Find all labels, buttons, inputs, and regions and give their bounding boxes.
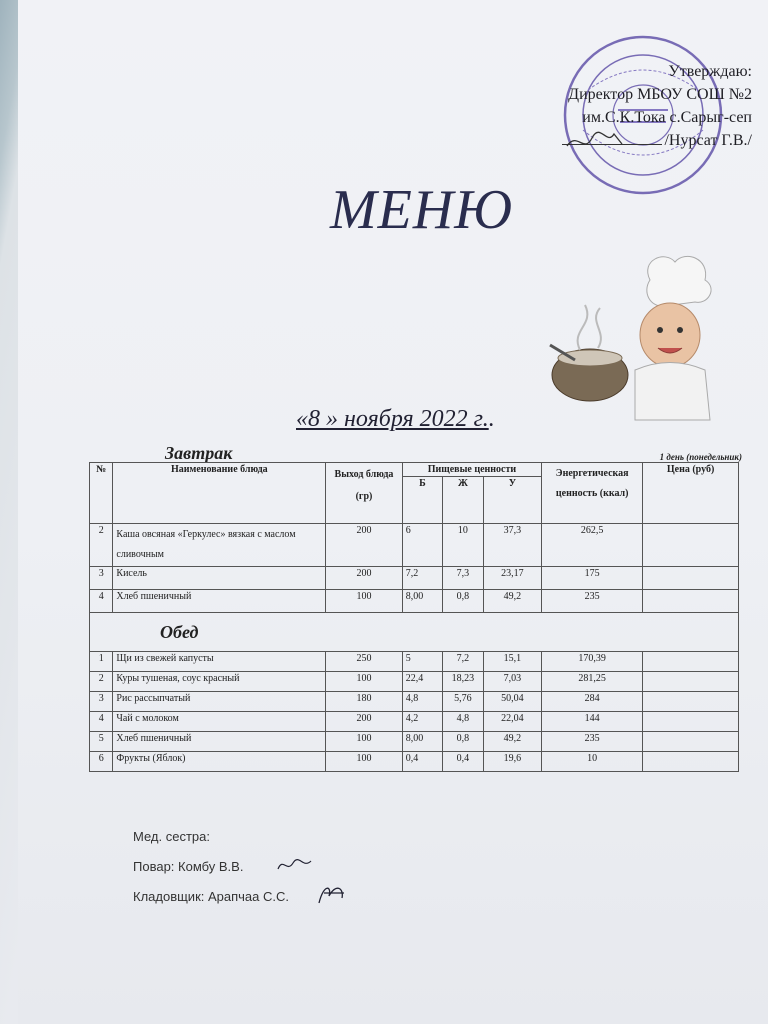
- cell-yield: 100: [326, 732, 403, 752]
- cell-yield: 200: [326, 524, 403, 567]
- cell-name: Фрукты (Яблок): [113, 752, 326, 772]
- cell-name: Хлеб пшеничный: [113, 590, 326, 613]
- cell-u: 19,6: [483, 752, 542, 772]
- cell-price: [643, 692, 739, 712]
- date-day: «8 »: [296, 406, 338, 432]
- cell-name: Хлеб пшеничный: [113, 732, 326, 752]
- cell-yield: 200: [326, 712, 403, 732]
- header-b: Б: [402, 477, 442, 524]
- cell-zh: 18,23: [443, 672, 483, 692]
- cell-zh: 7,2: [443, 652, 483, 672]
- approval-director: Директор МБОУ СОШ №2: [568, 86, 752, 103]
- menu-date: «8 » ноября 2022 г..: [296, 406, 495, 432]
- cell-price: [643, 732, 739, 752]
- cell-u: 37,3: [483, 524, 542, 567]
- cell-yield: 100: [326, 752, 403, 772]
- cell-yield: 200: [326, 567, 403, 590]
- page-title: МЕНЮ: [330, 179, 514, 241]
- header-nutrition: Пищевые ценности: [402, 463, 541, 477]
- lunch-header-row: [90, 613, 739, 652]
- cell-b: 4,2: [402, 712, 442, 732]
- cell-kcal: 262,5: [542, 524, 643, 567]
- cook-label: Повар: Комбу В.В.: [133, 859, 244, 874]
- cell-u: 15,1: [483, 652, 542, 672]
- cell-num: 2: [90, 672, 113, 692]
- cell-kcal: 235: [542, 732, 643, 752]
- cell-name: Кисель: [113, 567, 326, 590]
- cell-zh: 4,8: [443, 712, 483, 732]
- cell-name: Рис рассыпчатый: [113, 692, 326, 712]
- day-info: 1 день (понедельник): [659, 452, 742, 462]
- cell-yield: 250: [326, 652, 403, 672]
- breakfast-label: Завтрак: [165, 443, 233, 463]
- cell-u: 49,2: [483, 732, 542, 752]
- cell-yield: 180: [326, 692, 403, 712]
- cell-num: 6: [90, 752, 113, 772]
- cell-price: [643, 652, 739, 672]
- cell-price: [643, 712, 739, 732]
- cell-u: 50,04: [483, 692, 542, 712]
- storekeeper-label: Кладовщик: Арапчаа С.С.: [133, 889, 289, 904]
- cell-num: 3: [90, 567, 113, 590]
- cell-num: 3: [90, 692, 113, 712]
- cell-price: [643, 752, 739, 772]
- cell-u: 7,03: [483, 672, 542, 692]
- table-row: [90, 590, 739, 613]
- header-num: №: [90, 463, 113, 524]
- cell-num: 4: [90, 712, 113, 732]
- table-row: [90, 652, 739, 672]
- cell-num: 2: [90, 524, 113, 567]
- cell-u: 23,17: [483, 567, 542, 590]
- nurse-label: Мед. сестра:: [133, 829, 210, 844]
- cell-b: 7,2: [402, 567, 442, 590]
- table-header-row: [90, 463, 739, 477]
- cell-b: 22,4: [402, 672, 442, 692]
- approval-school: им.С.К.Тока с.Сарыг-сеп: [582, 109, 752, 126]
- cell-kcal: 235: [542, 590, 643, 613]
- cell-yield: 100: [326, 672, 403, 692]
- director-signature: [562, 126, 632, 156]
- cell-b: 6: [402, 524, 442, 567]
- cell-name: Чай с молоком: [113, 712, 326, 732]
- lunch-rows: [90, 652, 739, 772]
- cell-num: 1: [90, 652, 113, 672]
- cell-zh: 7,3: [443, 567, 483, 590]
- chef-illustration: [540, 250, 730, 430]
- cell-b: 0,4: [402, 752, 442, 772]
- header-u: У: [483, 477, 542, 524]
- table-row: [90, 752, 739, 772]
- cell-price: [643, 567, 739, 590]
- header-yield: Выход блюда (гр): [326, 463, 403, 524]
- breakfast-rows: [90, 524, 739, 613]
- cell-kcal: 144: [542, 712, 643, 732]
- cell-name: Щи из свежей капусты: [113, 652, 326, 672]
- cell-zh: 10: [443, 524, 483, 567]
- cook-signature: [275, 855, 315, 875]
- storekeeper-signature: [314, 878, 354, 910]
- cell-name: Куры тушеная, соус красный: [113, 672, 326, 692]
- date-month-year: ноября 2022 г.: [338, 406, 489, 432]
- table-row: [90, 732, 739, 752]
- table-row: [90, 567, 739, 590]
- cell-zh: 0,8: [443, 732, 483, 752]
- cell-kcal: 284: [542, 692, 643, 712]
- approval-name: /Нурсат Г.В./: [664, 132, 752, 149]
- table-row: [90, 672, 739, 692]
- header-name: Наименование блюда: [113, 463, 326, 524]
- cell-price: [643, 672, 739, 692]
- cell-kcal: 170,39: [542, 652, 643, 672]
- cell-zh: 0,4: [443, 752, 483, 772]
- cell-b: 8,00: [402, 590, 442, 613]
- header-price: Цена (руб): [643, 463, 739, 524]
- table-row: [90, 524, 739, 567]
- table-row: [90, 712, 739, 732]
- cell-kcal: 175: [542, 567, 643, 590]
- approval-heading: Утверждаю:: [668, 63, 752, 80]
- cell-kcal: 10: [542, 752, 643, 772]
- cell-num: 5: [90, 732, 113, 752]
- cell-u: 49,2: [483, 590, 542, 613]
- cell-zh: 0,8: [443, 590, 483, 613]
- cell-kcal: 281,25: [542, 672, 643, 692]
- cell-name: Каша овсяная «Геркулес» вязкая с маслом сливочным: [113, 524, 326, 567]
- header-zh: Ж: [443, 477, 483, 524]
- cell-yield: 100: [326, 590, 403, 613]
- table-row: [90, 692, 739, 712]
- cell-zh: 5,76: [443, 692, 483, 712]
- cell-num: 4: [90, 590, 113, 613]
- cell-b: 8,00: [402, 732, 442, 752]
- cell-b: 5: [402, 652, 442, 672]
- cell-price: [643, 524, 739, 567]
- cell-price: [643, 590, 739, 613]
- header-energy: Энергетическая ценность (ккал): [542, 463, 643, 524]
- cell-u: 22,04: [483, 712, 542, 732]
- menu-table: [89, 462, 739, 772]
- lunch-label: Обед: [90, 613, 739, 652]
- cell-b: 4,8: [402, 692, 442, 712]
